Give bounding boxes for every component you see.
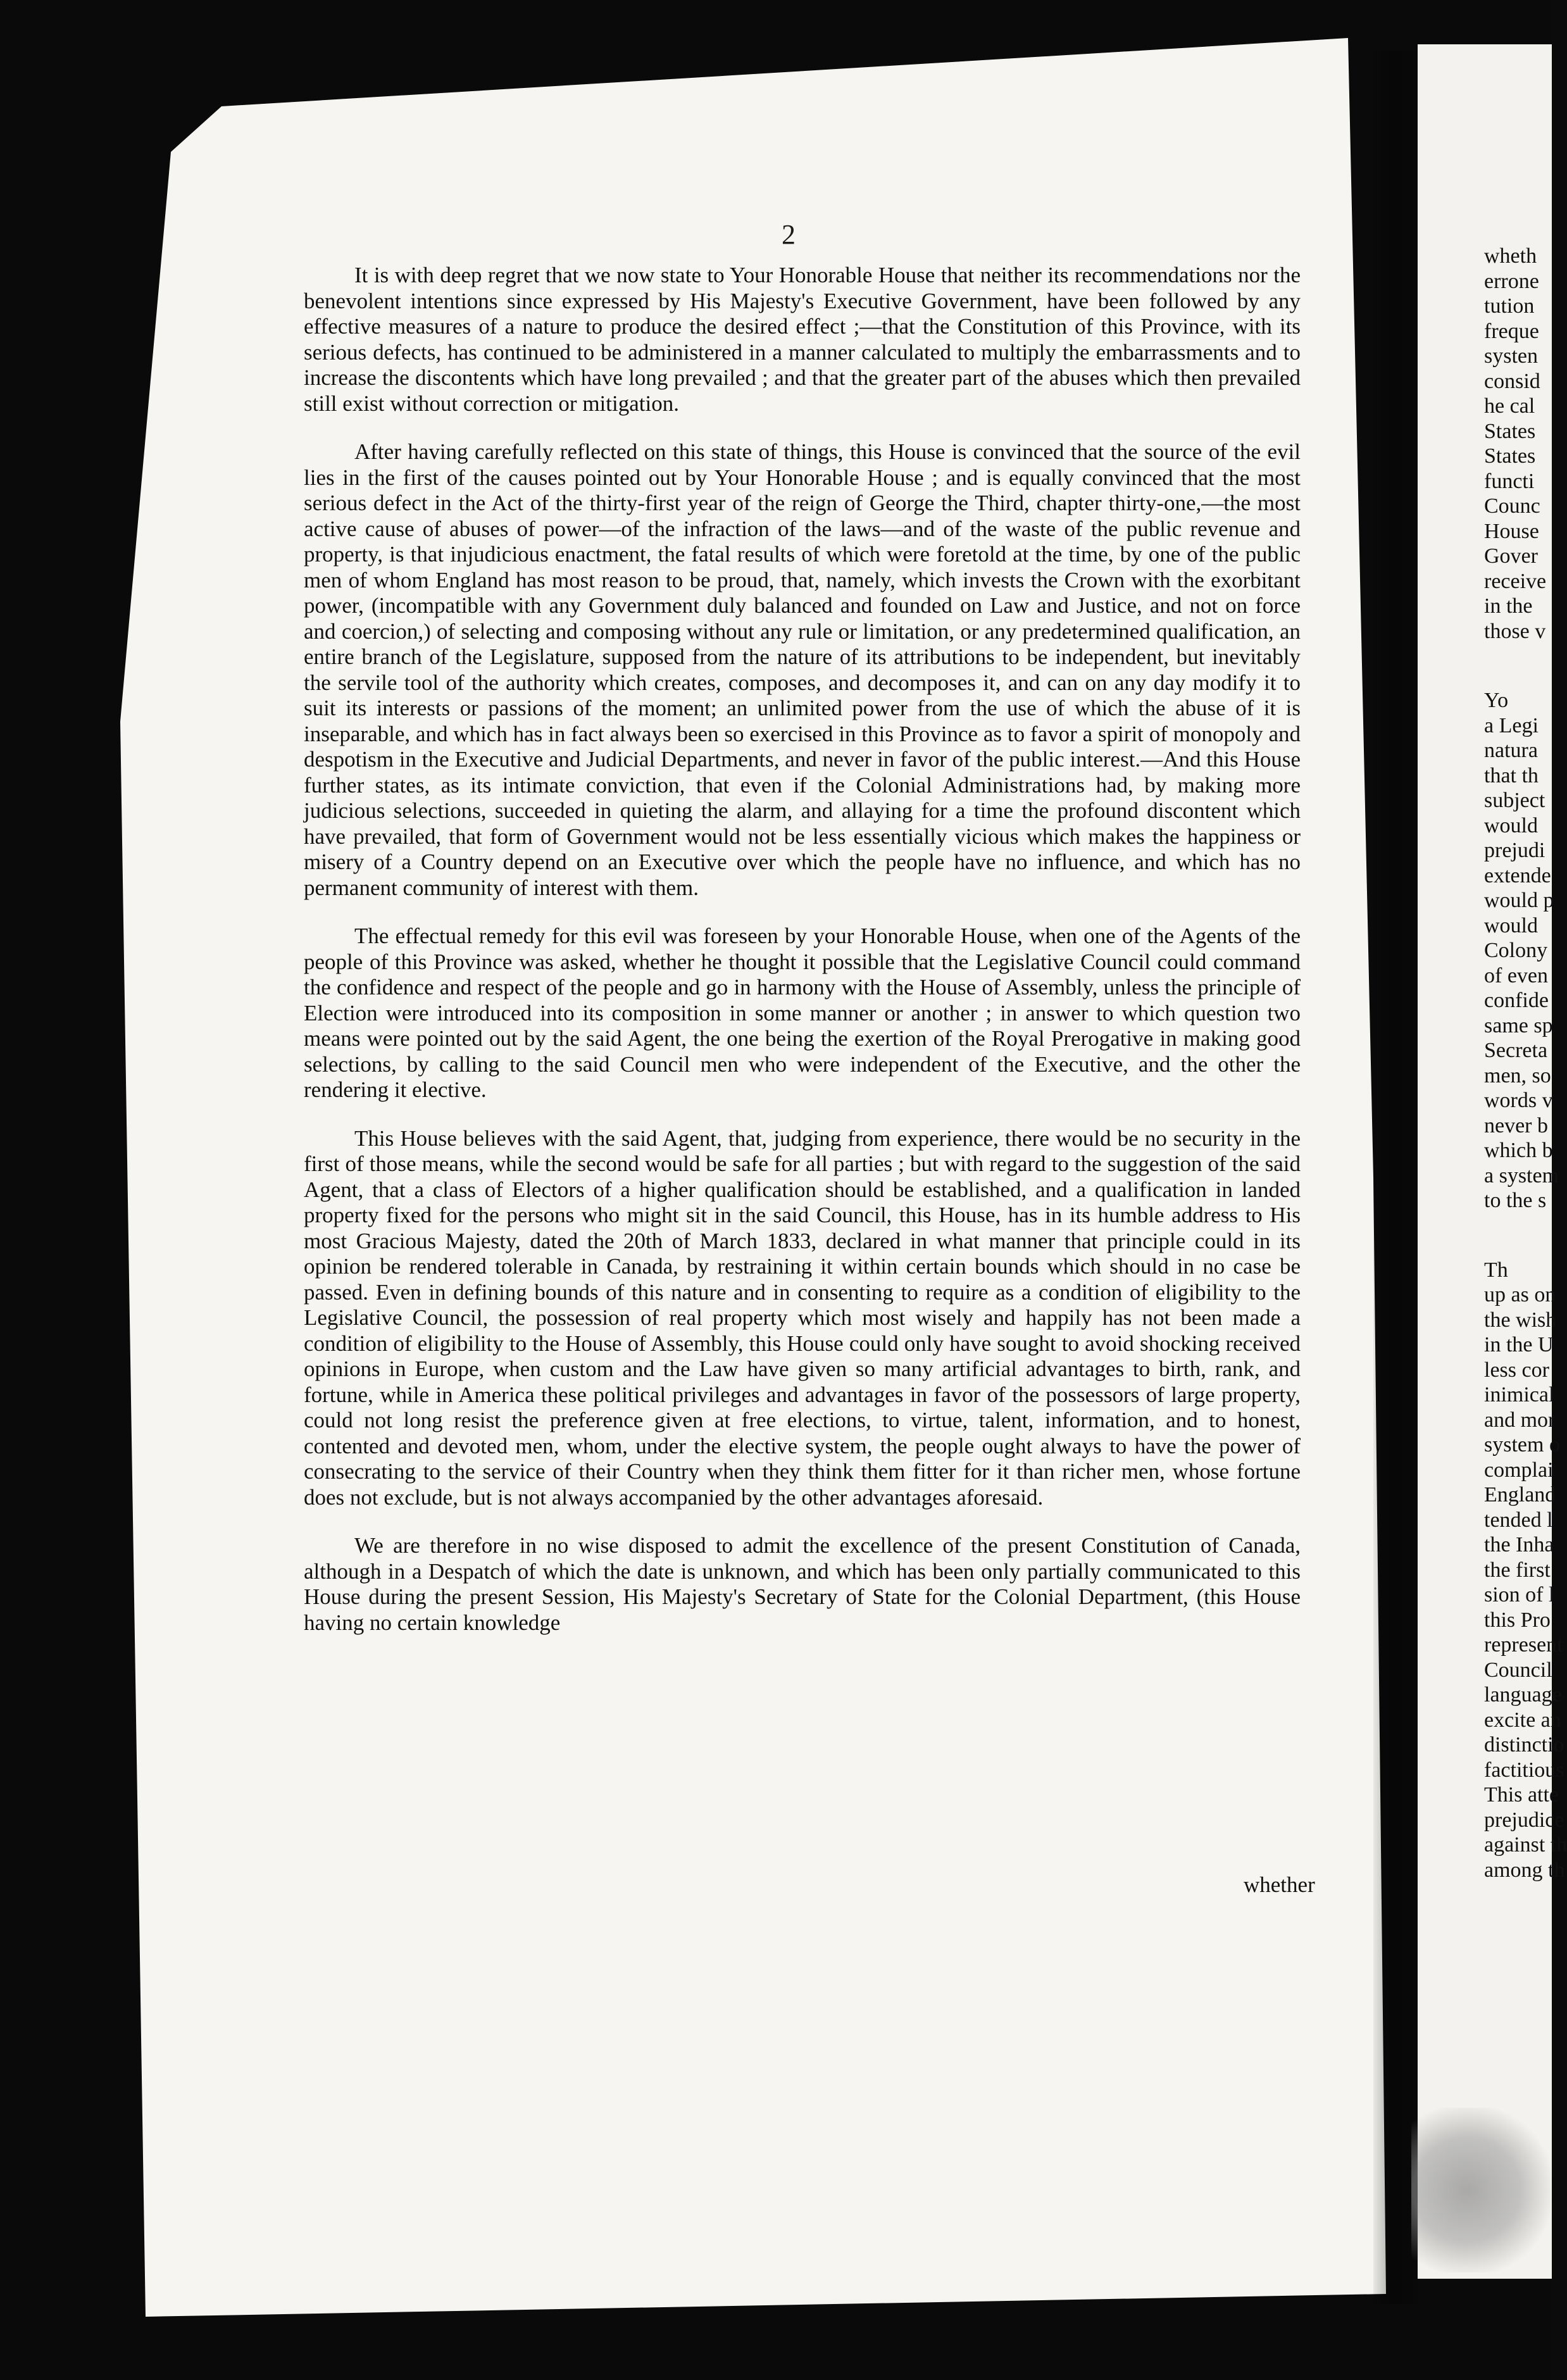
right-page-line: Yo bbox=[1484, 689, 1509, 712]
page-stain bbox=[1411, 2108, 1551, 2272]
right-page-line: he cal bbox=[1484, 394, 1535, 418]
right-page-line: extende bbox=[1484, 863, 1551, 887]
right-page-line: men, so bbox=[1484, 1063, 1551, 1087]
right-page-line: confide bbox=[1484, 989, 1549, 1012]
paragraph-5: We are therefore in no wise disposed to admit the excellence of the present Constitution of Canada, although in a Despatch of which the date is unknown, and which has been only partially communicated to this House during the present Session, His Majesty's Secretary of State for the Colonial Department, (this House having no certain knowledge bbox=[304, 1533, 1301, 1635]
right-page-line: tution bbox=[1484, 294, 1535, 318]
right-page-line: represent bbox=[1484, 1633, 1563, 1657]
right-page-line bbox=[1484, 1213, 1554, 1258]
right-page-line: sion of l bbox=[1484, 1583, 1555, 1606]
right-page-text-fragments bbox=[1484, 244, 1567, 1882]
right-page-line: Colony bbox=[1484, 939, 1548, 962]
right-page-line: factitious bbox=[1484, 1758, 1564, 1782]
right-page-line: same sp bbox=[1484, 1013, 1553, 1037]
page-gutter-shadow bbox=[1373, 51, 1418, 2304]
right-page-line: complai bbox=[1484, 1458, 1554, 1482]
right-page-line: inimical bbox=[1484, 1383, 1555, 1406]
right-page-line: consid bbox=[1484, 369, 1540, 393]
right-page-line: a Legi bbox=[1484, 713, 1539, 737]
right-page-line: those v bbox=[1484, 619, 1546, 643]
paragraph-1: It is with deep regret that we now state to Your Honorable House that neither its recommendations nor the benevolent intentions since expressed by His Majesty's Executive Government, have been followed by any effective measures of a nature to produce the desired effect ;—that the Constitution of this Province, with its serious defects, has continued to be administered in a manner calculated to multiply the embarrassments and to increase the discontents which have long prevailed ; and that the greater part of the abuses which then prevailed still exist without correction or mitigation. bbox=[304, 263, 1301, 416]
right-page-line: distinctio bbox=[1484, 1733, 1564, 1757]
right-page-line: subject bbox=[1484, 789, 1545, 812]
right-page-line: This atte bbox=[1484, 1783, 1559, 1807]
catchword: whether bbox=[1244, 1872, 1315, 1897]
right-page-line: in the bbox=[1484, 594, 1533, 618]
right-page-line: Gover bbox=[1484, 544, 1538, 568]
right-page-line: system o bbox=[1484, 1433, 1560, 1456]
right-page-line: States bbox=[1484, 419, 1536, 443]
right-page-line: Th bbox=[1484, 1258, 1508, 1282]
right-page-line: against th bbox=[1484, 1833, 1567, 1857]
right-page-line: prejudice bbox=[1484, 1808, 1564, 1832]
right-page-line: less cor bbox=[1484, 1358, 1549, 1382]
right-page-line: the first bbox=[1484, 1558, 1551, 1582]
right-page-line: receive bbox=[1484, 569, 1547, 593]
right-page-line: England bbox=[1484, 1483, 1556, 1506]
right-page-line: the wish bbox=[1484, 1308, 1557, 1332]
right-page-line: prejudi bbox=[1484, 839, 1545, 862]
right-page-line: language bbox=[1484, 1683, 1562, 1707]
right-page-line: of even bbox=[1484, 963, 1549, 987]
right-page-line: up as on bbox=[1484, 1283, 1556, 1306]
right-page-line: the Inha bbox=[1484, 1533, 1554, 1556]
right-page-line: Council bbox=[1484, 1658, 1552, 1682]
right-page-line: House bbox=[1484, 519, 1539, 543]
paragraph-3: The effectual remedy for this evil was foreseen by your Honorable House, when one of the Agents of the people of this Province was asked, whether he thought it possible that the Legislative Council could command the confidence and respect of the people and go in harmony with the House of Assembly, unless the principle of Election were introduced into its composition in some manner or another ; in answer to which question two means were pointed out by the said Agent, the one being the exertion of the Royal Prerogative in making good selections, by calling to the said Council men who were independent of the Executive, and the other the rendering it elective. bbox=[304, 924, 1301, 1102]
right-page-line: this Pro bbox=[1484, 1608, 1551, 1632]
paragraph-4: This House believes with the said Agent, that, judging from experience, there would be no security in the first of those means, while the second would be safe for all parties ; but with regard to the suggestion of the said Agent, that a class of Electors of a higher qualification should be established, and a qualification in landed property fixed for the persons who might sit in the said Council, this House, has in its humble address to His most Gracious Majesty, dated the 20th of March 1833, declared in what manner that principle could in its opinion be rendered tolerable in Canada, by restraining it within certain bounds which should in no case be passed. Even in defining bounds of this nature and in consenting to require as a condition of eligibility to the Legislative Council, the possession of real property which most wisely and happily has not been made a condition of eligibility to the House of Assembly, this House could only have sought to avoid shocking received opinions in Europe, when custom and the Law have given so many artificial advantages to birth, rank, and fortune, while in America these political privileges and advantages in favor of the possessors of large property, could not long resist the preference given at free elections, to virtue, talent, information, and to honest, contented and devoted men, whom, under the elective system, the people ought always to have the power of consecrating to the service of their Country when they think them fitter for it than richer men, whose fortune does not exclude, but is not always accompanied by the other advantages aforesaid. bbox=[304, 1125, 1301, 1510]
right-page-line: and mor bbox=[1484, 1408, 1556, 1432]
right-page-line: Secreta bbox=[1484, 1039, 1548, 1062]
right-page-line: errone bbox=[1484, 269, 1539, 293]
main-text-column bbox=[304, 263, 1301, 1658]
right-page-line: tended l bbox=[1484, 1508, 1553, 1532]
paragraph-2: After having carefully reflected on this state of things, this House is convinced that the source of the evil lies in the first of the causes pointed out by Your Honorable House ; and is equally convinced that the most serious defect in the Act of the thirty-first year of the reign of George the Third, chapter thirty-one,—the most active cause of abuses of power—of the infraction of the laws—and of the waste of the public revenue and property, is that injudicious enactment, the fatal results of which were foretold at the time, by one of the public men of whom England has most reason to be proud, that, namely, which invests the Crown with the exorbitant power, (incompatible with any Government duly balanced and founded on Law and Justice, and not on force and coercion,) of selecting and composing without any rule or limitation, or any predetermined qualification, an entire branch of the Legislature, supposed from the nature of its attributions to be independent, but inevitably the servile tool of the authority which creates, composes, and decomposes it, and can on any day modify it to suit its interests or passions of the moment; an unlimited power from the use of which the abuse of it is inseparable, and which has in fact always been so exercised in this Province as to favor a spirit of monopoly and despotism in the Executive and Judicial Departments, and never in favor of the public interest.—And this House further states, as its intimate conviction, that even if the Colonial Administrations had, by making more judicious selections, succeeded in quieting the alarm, and allaying for a time the profound discontent which have prevailed, that form of Government would not be less essentially vicious which makes the happiness or misery of a Country depend on an Executive over which the people have no influence, and which has no permanent community of interest with them. bbox=[304, 439, 1301, 900]
right-page-line: in the U bbox=[1484, 1333, 1554, 1356]
right-page-line: would bbox=[1484, 913, 1538, 937]
right-page-line: systen bbox=[1484, 344, 1538, 368]
right-page-line bbox=[1484, 644, 1554, 688]
page-number: 2 bbox=[782, 219, 796, 250]
right-page-line: wheth bbox=[1484, 244, 1537, 268]
right-page-line: words v bbox=[1484, 1089, 1553, 1112]
right-page-line: which b bbox=[1484, 1139, 1553, 1162]
right-page-line: a system bbox=[1484, 1163, 1559, 1187]
right-page-line: natura bbox=[1484, 739, 1538, 762]
right-page-line: never b bbox=[1484, 1113, 1549, 1137]
right-page-line: freque bbox=[1484, 319, 1539, 343]
right-page-line: would bbox=[1484, 813, 1538, 837]
right-page-line: that th bbox=[1484, 763, 1539, 787]
right-page-line: excite an bbox=[1484, 1708, 1561, 1732]
right-page-line: States bbox=[1484, 444, 1536, 468]
right-page-line: would p bbox=[1484, 889, 1554, 912]
right-page-line: to the s bbox=[1484, 1189, 1547, 1212]
right-page-line: Counc bbox=[1484, 494, 1540, 518]
right-page-line: among th bbox=[1484, 1858, 1565, 1882]
right-page-line: functi bbox=[1484, 469, 1535, 493]
